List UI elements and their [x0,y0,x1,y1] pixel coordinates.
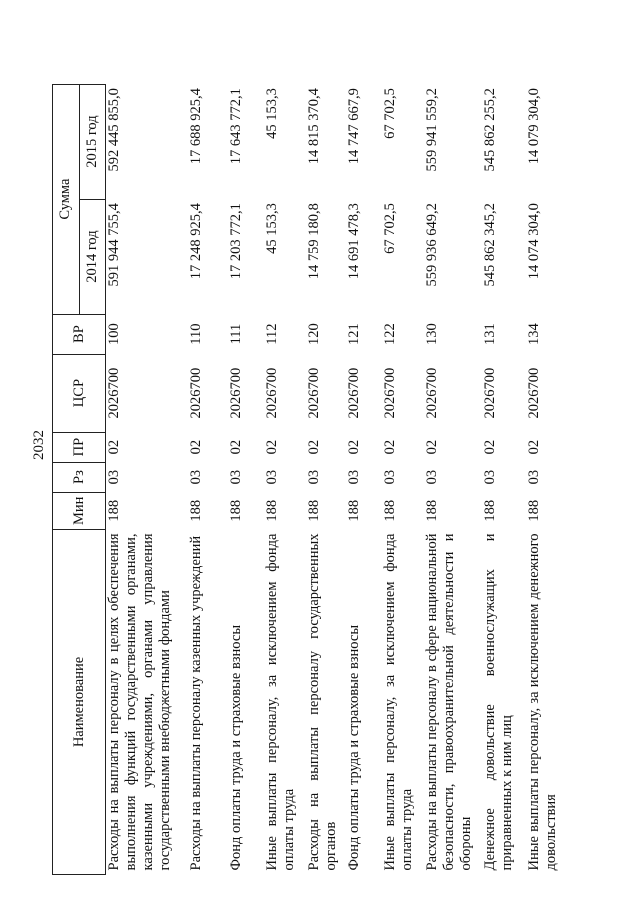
row-min: 188 [263,499,280,522]
row-sum-2015: 592 445 855,0 [106,88,122,172]
row-sum-2014: 591 944 755,4 [106,203,122,287]
table-row [382,84,424,874]
row-sum-2015: 559 941 559,2 [423,88,440,172]
header-sum: Сумма [53,84,80,314]
row-rz: 03 [263,469,280,485]
header-vr: ВР [53,314,106,354]
table-row [424,84,482,874]
row-vr: 112 [263,323,280,345]
row-sum-2014: 545 862 345,2 [481,203,498,287]
row-csr: 2026700 [481,367,498,419]
row-sum-2014: 45 153,3 [263,203,280,254]
row-vr: 100 [106,323,122,345]
row-rz: 03 [525,469,542,485]
row-csr: 2026700 [187,367,204,419]
row-sum-2015: 545 862 255,2 [481,88,498,172]
row-pr: 02 [381,439,398,455]
row-name: Иные выплаты персоналу, за исключением денежного довольствия [525,533,559,871]
row-pr: 02 [423,439,440,455]
row-csr: 2026700 [263,367,280,419]
table-body [106,84,566,874]
row-csr: 2026700 [305,367,322,419]
row-sum-2014: 14 691 478,3 [345,203,362,280]
row-pr: 02 [187,439,204,455]
header-year-2014: 2014 год [79,199,106,314]
row-name: Расходы на выплаты персоналу в целях обеспечения выполнения функций государственными органами, казенными учреждениями, органами управления государственными внебюджетными фондами [106,533,173,871]
row-csr: 2026700 [227,367,244,419]
row-rz: 03 [423,469,440,485]
row-sum-2014: 67 702,5 [381,203,398,254]
rotated-page-content [30,30,630,875]
row-vr: 134 [525,323,542,345]
row-sum-2015: 14 747 667,9 [345,88,362,165]
row-rz: 03 [481,469,498,485]
row-csr: 2026700 [381,367,398,419]
row-vr: 111 [227,323,244,345]
row-sum-2015: 67 702,5 [381,88,398,139]
row-pr: 02 [345,439,362,455]
row-min: 188 [423,499,440,522]
row-min: 188 [106,499,122,522]
row-rz: 03 [227,469,244,485]
row-sum-2015: 17 688 925,4 [187,88,204,165]
row-rz: 03 [106,469,122,485]
row-min: 188 [481,499,498,522]
row-name: Фонд оплаты труда и страховые взносы [227,624,244,871]
row-min: 188 [525,499,542,522]
header-min: Мин [53,492,106,529]
row-name: Денежное довольствие военнослужащих и приравненных к ним лиц [481,533,515,871]
row-rz: 03 [187,469,204,485]
row-rz: 03 [381,469,398,485]
table-header [53,84,106,874]
row-name: Расходы на выплаты персоналу государственных органов [305,533,339,871]
budget-table [52,84,566,875]
row-rz: 03 [345,469,362,485]
table-row [482,84,526,874]
row-pr: 02 [227,439,244,455]
row-min: 188 [345,499,362,522]
row-pr: 02 [263,439,280,455]
row-sum-2014: 559 936 649,2 [423,203,440,287]
header-name: Наименование [53,530,106,875]
table-row [264,84,306,874]
row-name: Фонд оплаты труда и страховые взносы [345,624,362,871]
table-row [526,84,566,874]
table-row [228,84,264,874]
header-csr: ЦСР [53,354,106,432]
row-vr: 120 [305,323,322,345]
table-row [188,84,228,874]
row-name: Расходы на выплаты персоналу казенных учреждений [187,535,204,871]
row-vr: 110 [187,323,204,345]
row-pr: 02 [481,439,498,455]
header-rz: Рз [53,462,106,492]
table-row [306,84,346,874]
row-min: 188 [187,499,204,522]
row-sum-2014: 17 248 925,4 [187,203,204,280]
row-pr: 02 [525,439,542,455]
row-sum-2015: 45 153,3 [263,88,280,139]
table-row [106,84,188,874]
row-vr: 131 [481,323,498,345]
row-name: Иные выплаты персоналу, за исключением фонда оплаты труда [263,533,297,871]
row-min: 188 [305,499,322,522]
row-csr: 2026700 [345,367,362,419]
row-pr: 02 [106,439,122,455]
row-pr: 02 [305,439,322,455]
row-sum-2015: 17 643 772,1 [227,88,244,165]
row-sum-2014: 14 074 304,0 [525,203,542,280]
row-vr: 130 [423,323,440,345]
row-name: Иные выплаты персоналу, за исключением фонда оплаты труда [381,533,415,871]
row-min: 188 [381,499,398,522]
row-sum-2015: 14 815 370,4 [305,88,322,165]
row-name: Расходы на выплаты персоналу в сфере национальной безопасности, правоохранительной деятельности и обороны [423,533,474,871]
header-pr: ПР [53,432,106,462]
row-min: 188 [227,499,244,522]
row-vr: 122 [381,323,398,345]
row-sum-2014: 17 203 772,1 [227,203,244,280]
row-rz: 03 [305,469,322,485]
header-year-2015: 2015 год [79,84,106,199]
table-row [346,84,382,874]
row-csr: 2026700 [106,367,122,419]
page-number: 2032 [31,430,47,460]
row-vr: 121 [345,323,362,345]
row-sum-2014: 14 759 180,8 [305,203,322,280]
row-sum-2015: 14 079 304,0 [525,88,542,165]
row-csr: 2026700 [525,367,542,419]
row-csr: 2026700 [423,367,440,419]
